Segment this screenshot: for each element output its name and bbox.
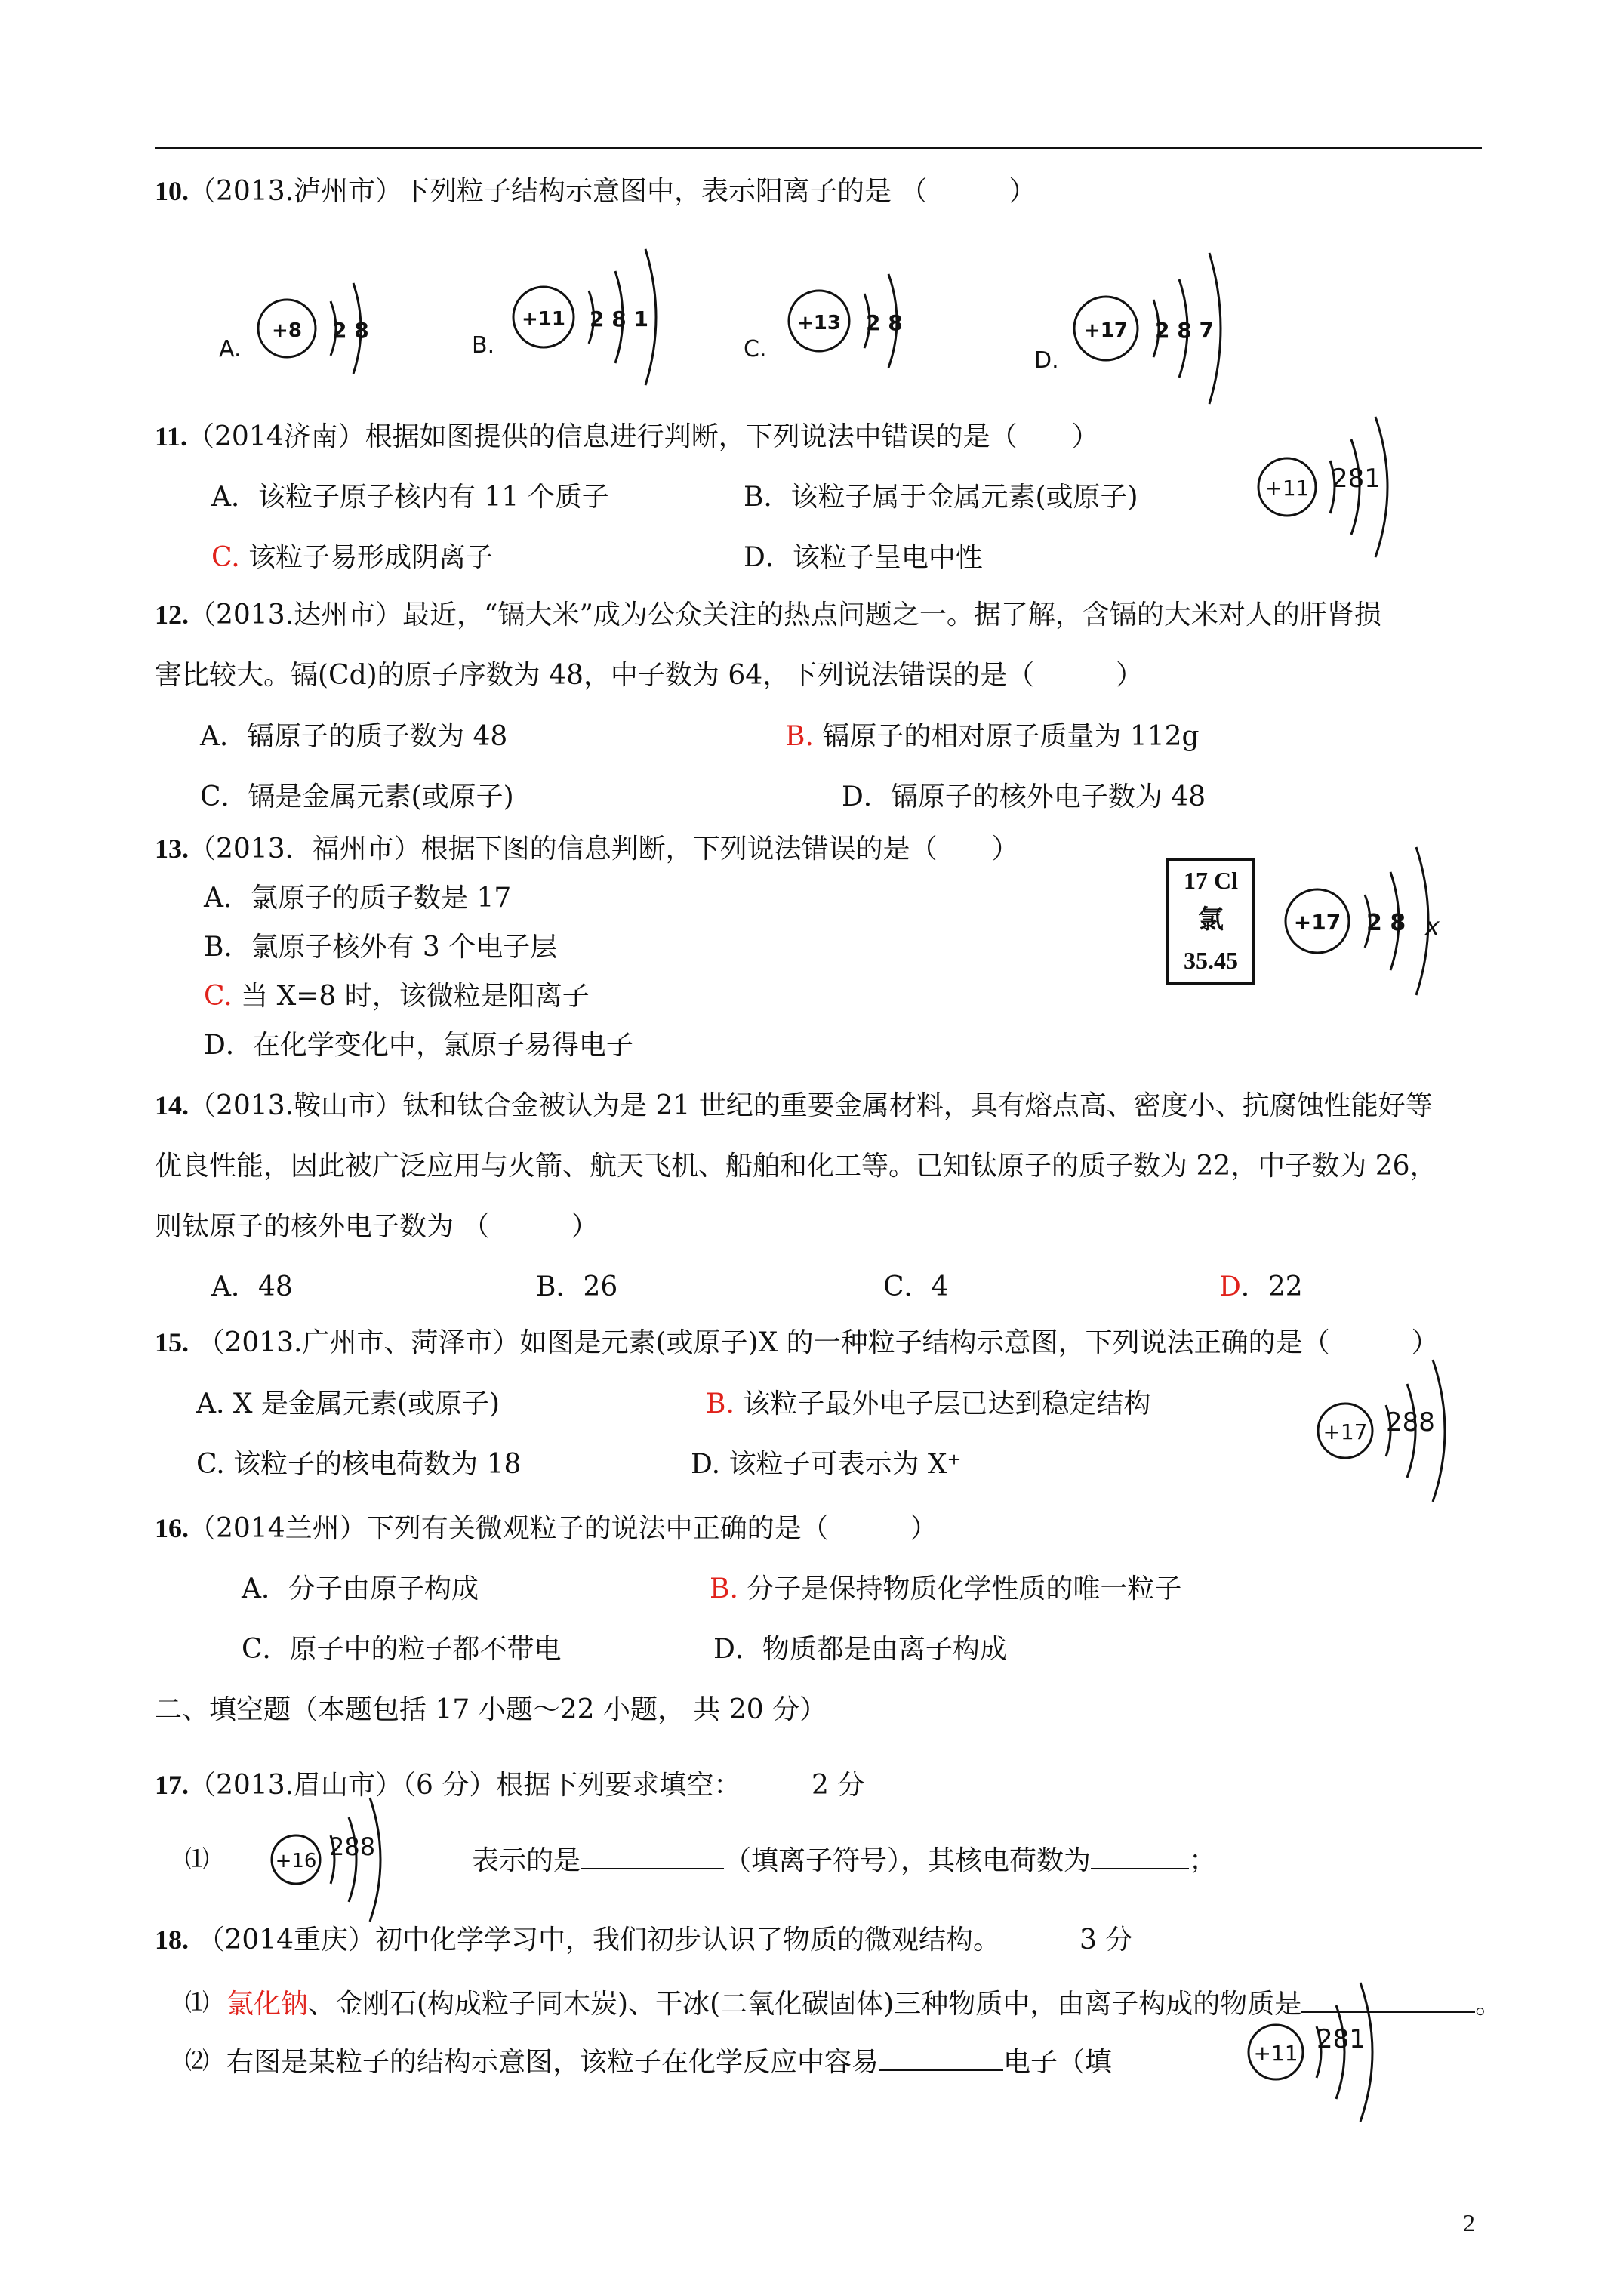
svg-text:2 8 1: 2 8 1 (590, 307, 648, 331)
q13-stem: 13.（2013．福州市）根据下图的信息判断，下列说法错误的是（ ） (155, 834, 1019, 864)
svg-text:288: 288 (329, 1832, 376, 1861)
q11-option-d: D．该粒子呈电中性 (744, 542, 983, 573)
q17-atom-diagram (264, 1801, 400, 1922)
q11-atom-diagram (1246, 408, 1442, 544)
q10-option-a-label: A. (219, 336, 242, 362)
svg-text:+11: +11 (1264, 476, 1310, 501)
q18-score: 3 分 (1079, 1925, 1133, 1955)
q18-atom-diagram (1238, 1978, 1427, 2106)
svg-text:+17: +17 (1323, 1419, 1368, 1444)
section2-title: 二、填空题（本题包括 17 小题～22 小题， 共 20 分） (155, 1694, 827, 1725)
q18-sub1-label: ⑴ (185, 1988, 210, 2017)
q16-option-b: B. 分子是保持物质化学性质的唯一粒子 (710, 1573, 1182, 1604)
q17-stem: 17.（2013.眉山市）（6 分）根据下列要求填空： (155, 1770, 741, 1801)
q13-atom-diagram (1276, 846, 1464, 997)
q15-option-d: D. 该粒子可表示为 X⁺ (691, 1449, 962, 1480)
q10-option-a-diagram (249, 268, 400, 374)
svg-text:x: x (1425, 912, 1440, 941)
q11-option-c: C. 该粒子易形成阴离子 (211, 542, 494, 573)
svg-text:281: 281 (1317, 2024, 1366, 2054)
q12-stem-line2: 害比较大。镉(Cd)的原子序数为 48，中子数为 64，下列说法错误的是（ ） (155, 660, 1144, 691)
nucleus-label: +8 (272, 319, 302, 342)
q17-sub1-text: 表示的是 （填离子符号），其核电荷数为 ； (472, 1845, 1217, 1876)
q10-option-d-diagram (1064, 245, 1246, 396)
q15-option-c: C. 该粒子的核电荷数为 18 (196, 1449, 522, 1480)
q15-atom-diagram (1306, 1355, 1502, 1499)
q12-option-a: A．镉原子的质子数为 48 (200, 721, 508, 752)
svg-text:+11: +11 (522, 308, 565, 331)
element-name: 氯 (1198, 906, 1224, 934)
q12-option-c: C．镉是金属元素(或原子) (200, 781, 514, 812)
q15-stem: 15. （2013.广州市、菏泽市）如图是元素(或原子)X 的一种粒子结构示意图，下列说法正确的是（ ） (155, 1327, 1439, 1358)
q10-stem: 10.（2013.泸州市）下列粒子结构示意图中，表示阳离子的是 （ ） (155, 176, 1036, 207)
q11-option-a: A．该粒子原子核内有 11 个质子 (211, 482, 609, 513)
q16-option-d: D．物质都是由离子构成 (713, 1634, 1007, 1665)
svg-text:+17: +17 (1084, 319, 1128, 342)
svg-text:+13: +13 (797, 312, 841, 334)
q14-option-c: C．4 (883, 1271, 949, 1302)
svg-text:2 8: 2 8 (866, 310, 903, 335)
q18-sub2-text: 右图是某粒子的结构示意图，该粒子在化学反应中容易 电子（填 (226, 2047, 1113, 2078)
q10-option-b-label: B. (472, 332, 495, 359)
q16-option-a: A．分子由原子构成 (242, 1573, 479, 1604)
svg-text:+16: +16 (275, 1850, 317, 1872)
q12-option-d: D．镉原子的核外电子数为 48 (842, 781, 1206, 812)
q10-option-d-label: D. (1034, 347, 1059, 374)
q14-option-b: B．26 (536, 1271, 618, 1302)
svg-text:281: 281 (1332, 464, 1381, 494)
page-number: 2 (1463, 2209, 1475, 2236)
q14-option-a: A．48 (211, 1271, 293, 1302)
q13-option-b: B．氯原子核外有 3 个电子层 (204, 932, 558, 963)
q17-sub1-label: ⑴ (185, 1845, 210, 1873)
q10-option-c-label: C. (744, 336, 767, 362)
q11-stem: 11.（2014济南）根据如图提供的信息进行判断，下列说法中错误的是（ ） (155, 421, 1099, 452)
q14-stem-line1: 14.（2013.鞍山市）钛和钛合金被认为是 21 世纪的重要金属材料，具有熔点高、密度小、抗腐蚀性能好等 (155, 1090, 1433, 1121)
element-mass: 35.45 (1184, 947, 1238, 974)
q10-option-b-diagram (502, 238, 683, 374)
q13-option-d: D．在化学变化中，氯原子易得电子 (204, 1030, 633, 1061)
element-card (1166, 858, 1255, 985)
q11-option-b: B．该粒子属于金属元素(或原子) (744, 482, 1138, 513)
answer-blank-nuclear-charge[interactable] (1091, 1845, 1189, 1869)
q14-option-d: D．22 (1219, 1271, 1303, 1302)
q12-stem-line1: 12.（2013.达州市）最近，“镉大米”成为公众关注的热点问题之一。据了解，含镉的大米对人的肝肾损 (155, 599, 1381, 630)
q14-stem-line3: 则钛原子的核外电子数为 （ ） (155, 1211, 599, 1242)
q13-option-a: A．氯原子的质子数是 17 (204, 883, 512, 914)
q14-stem-line2: 优良性能，因此被广泛应用与火箭、航天飞机、船舶和化工等。已知钛原子的质子数为 22，中子数为 26， (155, 1151, 1437, 1182)
header-rule (155, 147, 1482, 149)
svg-text:2 8 7: 2 8 7 (1155, 318, 1214, 343)
q18-stem: 18. （2014重庆）初中化学学习中，我们初步认识了物质的微观结构。 (155, 1925, 1001, 1955)
svg-text:+17: +17 (1293, 910, 1341, 935)
svg-text:2 8: 2 8 (1366, 910, 1406, 936)
shells-label: 2 8 (332, 318, 369, 343)
q16-stem: 16.（2014兰州）下列有关微观粒子的说法中正确的是（ ） (155, 1513, 938, 1544)
q10-option-c-diagram (781, 260, 932, 374)
q16-option-c: C．原子中的粒子都不带电 (242, 1634, 562, 1665)
answer-blank-electron-gain-loss[interactable] (879, 2047, 1003, 2071)
q17-score: 2 分 (812, 1770, 865, 1801)
svg-text:+11: +11 (1253, 2041, 1298, 2066)
q18-sub2-label: ⑵ (185, 2046, 210, 2075)
q18-sub1-text: 氯化钠、金刚石(构成粒子同木炭)、干冰(二氧化碳固体)三种物质中，由离子构成的物质是 。 (226, 1989, 1503, 2020)
svg-text:288: 288 (1386, 1407, 1435, 1438)
q15-option-b: B. 该粒子最外电子层已达到稳定结构 (706, 1388, 1151, 1419)
q13-option-c: C. 当 X=8 时，该微粒是阳离子 (204, 981, 590, 1012)
element-number-symbol: 17 Cl (1184, 867, 1238, 894)
q15-option-a: A. X 是金属元素(或原子) (196, 1388, 500, 1419)
answer-blank-ion-symbol[interactable] (581, 1845, 724, 1869)
q12-option-b: B. 镉原子的相对原子质量为 112g (785, 721, 1200, 752)
